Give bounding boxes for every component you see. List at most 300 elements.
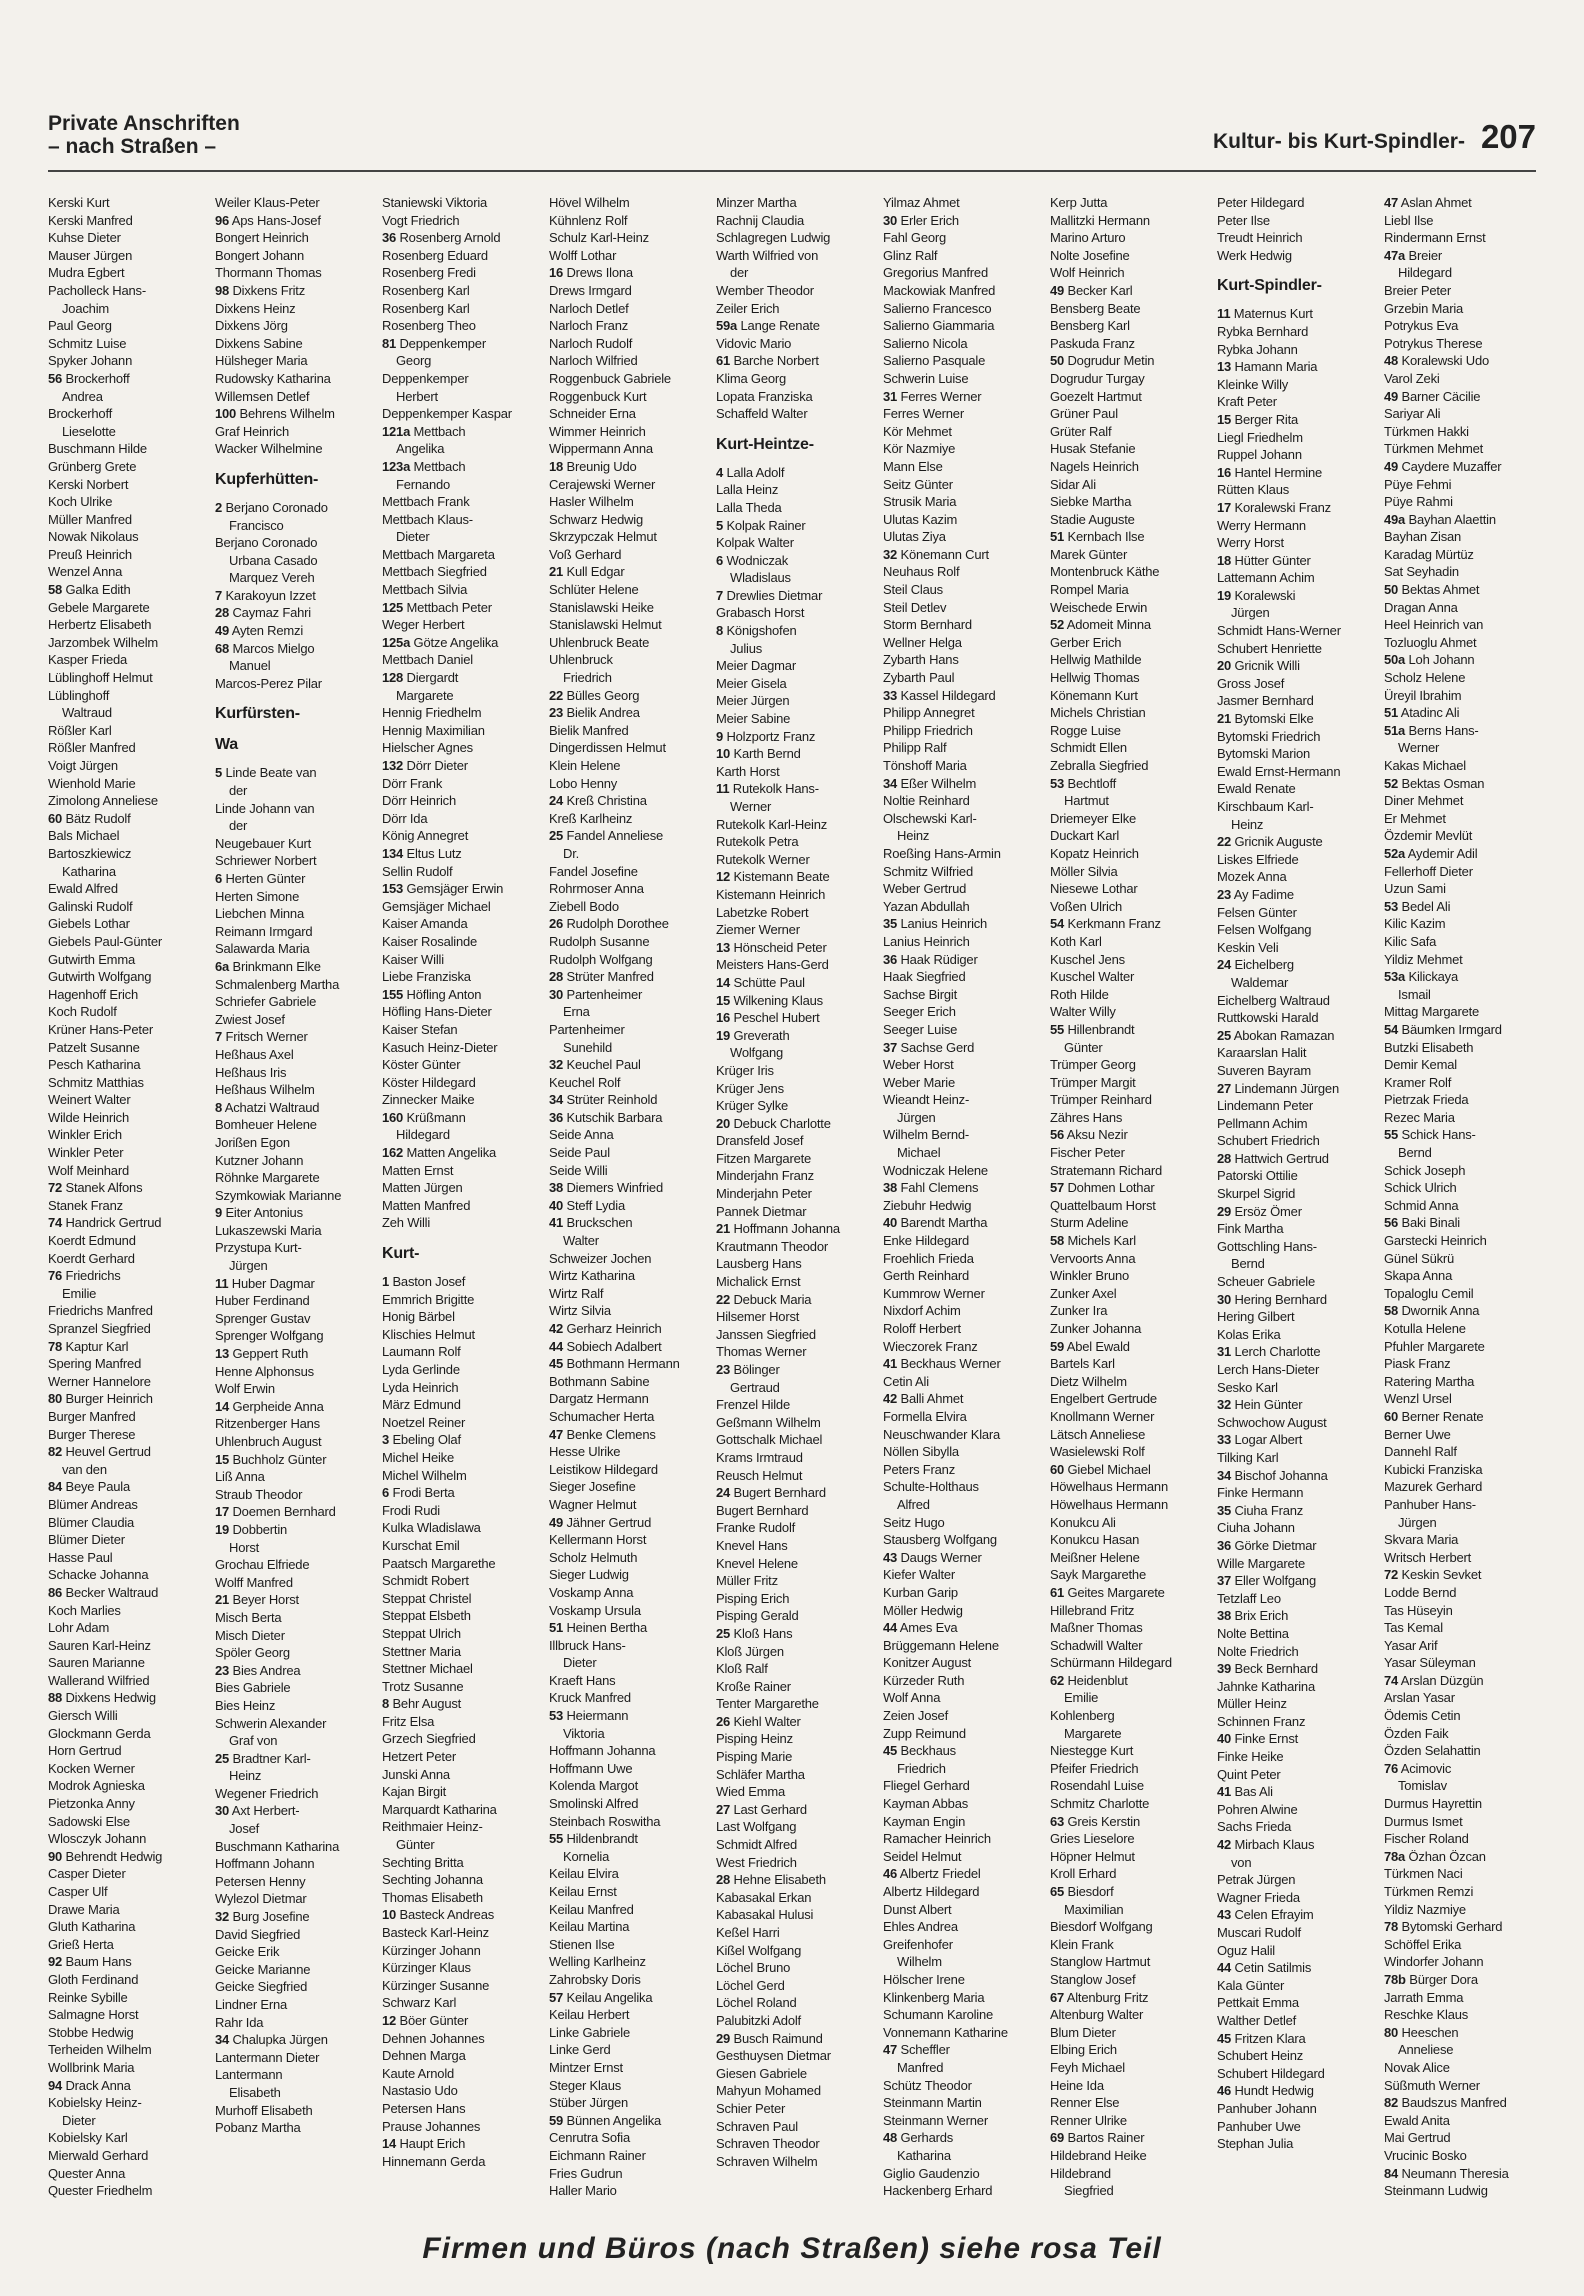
resident-name: Schubert Heinz bbox=[1217, 2048, 1304, 2064]
resident-name: Panhuber Hans- bbox=[1384, 1496, 1476, 1512]
resident-name: Thomas Werner bbox=[716, 1344, 807, 1360]
house-number: 38 bbox=[1217, 1608, 1232, 1624]
entry-continuation bbox=[1050, 1039, 1208, 1057]
resident-name: Krüner Hans-Peter bbox=[48, 1021, 153, 1037]
house-number: 49 bbox=[1384, 388, 1399, 404]
resident-name: Hildebrand bbox=[1050, 2165, 1111, 2181]
directory-entry bbox=[883, 423, 1041, 441]
directory-entry bbox=[48, 898, 206, 916]
directory-entry bbox=[382, 1273, 540, 1291]
directory-entry bbox=[716, 1924, 874, 1942]
directory-entry bbox=[215, 534, 373, 552]
resident-name: Pietzonka Anny bbox=[48, 1796, 135, 1812]
resident-name: Kiehl Walter bbox=[733, 1713, 801, 1729]
directory-entry bbox=[48, 2041, 206, 2059]
resident-name: Üreyil Ibrahim bbox=[1384, 687, 1462, 703]
resident-name: Sechting Britta bbox=[382, 1854, 464, 1870]
resident-name: Salierno Nicola bbox=[883, 335, 968, 351]
house-number: 15 bbox=[716, 992, 731, 1008]
directory-entry bbox=[549, 229, 707, 247]
resident-name: Mirbach Klaus bbox=[1234, 1837, 1315, 1853]
directory-entry bbox=[883, 1637, 1041, 1655]
resident-name: Stobbe Hedwig bbox=[48, 2024, 134, 2040]
resident-name: Siegfried bbox=[1064, 2183, 1114, 2199]
resident-name: Mauser Jürgen bbox=[48, 247, 133, 263]
resident-name: Kajan Birgit bbox=[382, 1784, 447, 1800]
directory-entry bbox=[1217, 640, 1375, 658]
house-number: 28 bbox=[549, 969, 564, 985]
directory-entry bbox=[716, 1537, 874, 1555]
directory-entry bbox=[1050, 1144, 1208, 1162]
house-number: 4 bbox=[716, 464, 724, 480]
directory-entry bbox=[1384, 511, 1542, 529]
resident-name: Kiefer Walter bbox=[883, 1567, 956, 1583]
resident-name: Liegl Friedhelm bbox=[1217, 429, 1303, 445]
resident-name: Bektas Ahmet bbox=[1401, 582, 1480, 598]
house-number: 51 bbox=[1050, 529, 1065, 545]
directory-entry bbox=[1384, 1056, 1542, 1074]
resident-name: Breier Peter bbox=[1384, 282, 1451, 298]
directory-entry bbox=[1217, 798, 1375, 816]
resident-name: Werry Hermann bbox=[1217, 517, 1306, 533]
resident-name: Kraft Peter bbox=[1217, 394, 1277, 410]
house-number: 51 bbox=[1384, 705, 1399, 721]
resident-name: Buchholz Günter bbox=[232, 1451, 327, 1467]
resident-name: Paatsch Margarethe bbox=[382, 1555, 496, 1571]
directory-entry bbox=[1217, 1273, 1375, 1291]
resident-name: Stüber Jürgen bbox=[549, 2095, 629, 2111]
directory-entry bbox=[549, 1267, 707, 1285]
directory-entry bbox=[215, 2014, 373, 2032]
resident-name: Gerharz Heinrich bbox=[566, 1321, 662, 1336]
house-number: 8 bbox=[215, 1099, 223, 1115]
directory-entry bbox=[48, 2182, 206, 2200]
directory-entry bbox=[549, 1989, 707, 2007]
resident-name: Thormann Thomas bbox=[215, 265, 322, 281]
resident-name: Huber Dagmar bbox=[231, 1275, 315, 1291]
resident-name: Türkmen Hakki bbox=[1384, 423, 1469, 439]
resident-name: Winkler Peter bbox=[48, 1145, 124, 1161]
directory-entry bbox=[549, 739, 707, 757]
section-title-line2: – nach Straßen – bbox=[48, 135, 217, 158]
resident-name: Urbana Casado bbox=[229, 552, 318, 568]
directory-entry bbox=[549, 1373, 707, 1391]
house-number: 46 bbox=[1217, 2083, 1232, 2099]
directory-entry bbox=[215, 1873, 373, 1891]
resident-name: Ferres Werner bbox=[900, 388, 982, 404]
house-number: 50 bbox=[1050, 353, 1065, 369]
directory-entry bbox=[48, 2165, 206, 2183]
directory-entry bbox=[48, 1197, 206, 1215]
directory-entry bbox=[883, 1179, 1041, 1197]
directory-entry bbox=[48, 880, 206, 898]
directory-entry bbox=[1384, 1250, 1542, 1268]
resident-name: Ziemer Werner bbox=[716, 922, 800, 938]
resident-name: Koch Ulrike bbox=[48, 494, 113, 510]
directory-entry bbox=[382, 335, 540, 353]
directory-entry bbox=[215, 1609, 373, 1627]
resident-name: Spöler Georg bbox=[215, 1645, 290, 1661]
resident-name: Schumann Karoline bbox=[883, 2007, 994, 2023]
directory-entry bbox=[382, 968, 540, 986]
resident-name: Dogrudur Metin bbox=[1067, 353, 1155, 369]
resident-name: Spranzel Siegfried bbox=[48, 1321, 151, 1336]
directory-entry bbox=[48, 1654, 206, 1672]
directory-entry bbox=[1217, 622, 1375, 640]
resident-name: Hoffmann Johann bbox=[215, 1856, 315, 1872]
house-number: 36 bbox=[1217, 1537, 1232, 1553]
house-number: 72 bbox=[1384, 1567, 1399, 1583]
resident-name: Franke Rudolf bbox=[716, 1520, 796, 1536]
resident-name: Ayten Remzi bbox=[231, 623, 304, 639]
directory-entry bbox=[1384, 1302, 1542, 1320]
resident-name: Hundt Hedwig bbox=[1234, 2083, 1314, 2099]
directory-entry bbox=[1050, 722, 1208, 740]
resident-name: Mierwald Gerhard bbox=[48, 2147, 149, 2163]
resident-name: Grieß Herta bbox=[48, 1936, 114, 1952]
resident-name: Steppat Elsbeth bbox=[382, 1608, 471, 1624]
resident-name: Günter bbox=[396, 1837, 435, 1853]
resident-name: Niesewe Lothar bbox=[1050, 881, 1138, 897]
resident-name: Neuschwander Klara bbox=[883, 1426, 1001, 1442]
house-number: 82 bbox=[1384, 2095, 1399, 2111]
resident-name: Steff Lydia bbox=[566, 1197, 625, 1213]
resident-name: Rudolph Dorothee bbox=[566, 916, 669, 932]
directory-entry bbox=[549, 1689, 707, 1707]
directory-entry bbox=[1050, 739, 1208, 757]
resident-name: Siebke Martha bbox=[1050, 494, 1132, 510]
resident-name: Wienhold Marie bbox=[48, 775, 136, 791]
resident-name: Bölinger bbox=[733, 1362, 780, 1377]
directory-entry bbox=[549, 2094, 707, 2112]
directory-entry bbox=[1217, 229, 1375, 247]
resident-name: Knollmann Werner bbox=[1050, 1408, 1155, 1424]
resident-name: Kassel Hildegard bbox=[900, 687, 996, 703]
resident-name: Fitzen Margarete bbox=[716, 1150, 812, 1166]
directory-entry bbox=[716, 886, 874, 904]
resident-name: Linke Gabriele bbox=[549, 2024, 631, 2040]
directory-entry bbox=[215, 1327, 373, 1345]
directory-entry bbox=[215, 1451, 373, 1469]
resident-name: Mozek Anna bbox=[1217, 869, 1287, 885]
resident-name: Bongert Heinrich bbox=[215, 230, 309, 246]
directory-entry bbox=[48, 1514, 206, 1532]
resident-name: Wacker Wilhelmine bbox=[215, 441, 323, 457]
directory-entry bbox=[716, 1255, 874, 1273]
house-number: 82 bbox=[48, 1444, 63, 1460]
directory-entry bbox=[382, 1625, 540, 1643]
resident-name: Hattwich Gertrud bbox=[1234, 1150, 1329, 1166]
directory-entry bbox=[1217, 1238, 1375, 1256]
directory-entry bbox=[382, 1343, 540, 1361]
directory-entry bbox=[1384, 1214, 1542, 1232]
resident-name: Mittag Margarete bbox=[1384, 1004, 1480, 1020]
directory-entry bbox=[382, 493, 540, 511]
directory-entry bbox=[716, 1027, 874, 1045]
resident-name: Rudolph Susanne bbox=[549, 933, 650, 949]
directory-entry bbox=[48, 1426, 206, 1444]
resident-name: Ruttkowski Harald bbox=[1217, 1010, 1319, 1026]
resident-name: Schick Hans- bbox=[1401, 1127, 1476, 1143]
directory-entry bbox=[1050, 546, 1208, 564]
directory-entry bbox=[48, 528, 206, 546]
directory-entry bbox=[1050, 1813, 1208, 1831]
resident-name: Deppenkemper bbox=[399, 335, 486, 351]
resident-name: Hering Bernhard bbox=[1234, 1291, 1327, 1307]
directory-entry bbox=[716, 1854, 874, 1872]
resident-name: Kaiser Willi bbox=[382, 951, 444, 967]
resident-name: Baudszus Manfred bbox=[1401, 2095, 1507, 2111]
resident-name: Nastasio Udo bbox=[382, 2083, 458, 2099]
resident-name: Pisping Gerald bbox=[716, 1608, 799, 1624]
directory-entry bbox=[382, 2153, 540, 2171]
directory-entry bbox=[382, 1924, 540, 1942]
resident-name: Last Wolfgang bbox=[716, 1819, 797, 1835]
directory-entry bbox=[549, 1144, 707, 1162]
directory-entry bbox=[48, 1953, 206, 1971]
resident-name: Jarzombek Wilhelm bbox=[48, 634, 159, 650]
directory-entry bbox=[48, 458, 206, 476]
directory-entry bbox=[215, 852, 373, 870]
resident-name: Mann Else bbox=[883, 458, 943, 474]
directory-column bbox=[48, 194, 206, 2204]
directory-entry bbox=[1384, 1953, 1542, 1971]
house-number: 33 bbox=[1217, 1432, 1232, 1448]
resident-name: Rutekolk Petra bbox=[716, 834, 799, 850]
resident-name: Tetzlaff Leo bbox=[1217, 1590, 1281, 1606]
directory-entry bbox=[382, 1056, 540, 1074]
resident-name: Wember Theodor bbox=[716, 282, 814, 298]
resident-name: Novak Alice bbox=[1384, 2059, 1450, 2075]
house-number: 27 bbox=[716, 1801, 731, 1817]
directory-entry bbox=[1217, 1555, 1375, 1573]
directory-entry bbox=[1217, 499, 1375, 517]
directory-entry bbox=[215, 1187, 373, 1205]
resident-name: Karakoyun Izzet bbox=[225, 587, 316, 603]
house-number: 37 bbox=[1217, 1573, 1232, 1589]
resident-name: Bünnen Angelika bbox=[566, 2112, 662, 2128]
resident-name: Dargatz Hermann bbox=[549, 1391, 649, 1407]
resident-name: Steinbach Roswitha bbox=[549, 1813, 661, 1829]
resident-name: Mettbach Margareta bbox=[382, 546, 495, 562]
house-number: 88 bbox=[48, 1690, 63, 1706]
directory-entry bbox=[549, 1179, 707, 1197]
house-number: 67 bbox=[1050, 1989, 1065, 2005]
directory-entry bbox=[1217, 517, 1375, 535]
resident-name: Grüner Paul bbox=[1050, 406, 1118, 422]
directory-entry bbox=[48, 1267, 206, 1285]
resident-name: Writsch Herbert bbox=[1384, 1549, 1472, 1565]
resident-name: Rutekolk Hans- bbox=[732, 781, 819, 797]
entry-continuation bbox=[883, 1760, 1041, 1778]
resident-name: Seitz Hugo bbox=[883, 1514, 945, 1530]
directory-entry bbox=[883, 1672, 1041, 1690]
resident-name: Elbing Erich bbox=[1050, 2042, 1117, 2058]
directory-entry bbox=[48, 2024, 206, 2042]
resident-name: Höwelhaus Hermann bbox=[1050, 1496, 1168, 1512]
house-number: 56 bbox=[1050, 1127, 1065, 1143]
directory-entry bbox=[1050, 2006, 1208, 2024]
directory-entry bbox=[883, 405, 1041, 423]
resident-name: Maximilian bbox=[1064, 1901, 1124, 1917]
directory-entry bbox=[549, 546, 707, 564]
resident-name: Klein Frank bbox=[1050, 1936, 1114, 1952]
directory-entry bbox=[382, 1783, 540, 1801]
resident-name: Andrea bbox=[62, 388, 103, 404]
resident-name: Maternus Kurt bbox=[1233, 306, 1313, 322]
resident-name: Ewald Alfred bbox=[48, 881, 118, 897]
resident-name: Scholz Helmuth bbox=[549, 1549, 638, 1565]
resident-name: Last Gerhard bbox=[733, 1801, 807, 1817]
directory-entry bbox=[48, 2129, 206, 2147]
house-number: 58 bbox=[1050, 1233, 1065, 1249]
resident-name: Strüter Manfred bbox=[566, 969, 654, 985]
resident-name: Debuck Maria bbox=[733, 1291, 812, 1307]
resident-name: Zunker Ira bbox=[1050, 1303, 1108, 1319]
house-number: 28 bbox=[1217, 1150, 1232, 1166]
resident-name: Stadie Auguste bbox=[1050, 511, 1135, 527]
resident-name: Margarete bbox=[1064, 1725, 1122, 1741]
resident-name: Matten Ernst bbox=[382, 1162, 454, 1178]
resident-name: März Edmund bbox=[382, 1397, 461, 1413]
directory-entry bbox=[1384, 792, 1542, 810]
house-number: 28 bbox=[215, 605, 230, 621]
directory-entry bbox=[549, 880, 707, 898]
resident-name: Weger Herbert bbox=[382, 617, 465, 633]
resident-name: Kürzinger Susanne bbox=[382, 1977, 490, 1993]
resident-name: Krüger Sylke bbox=[716, 1098, 789, 1114]
resident-name: Rybka Bernhard bbox=[1217, 323, 1309, 339]
directory-entry bbox=[1384, 405, 1542, 423]
resident-name: Scholz Helene bbox=[1384, 670, 1466, 686]
directory-entry bbox=[883, 792, 1041, 810]
resident-name: Heuvel Gertrud bbox=[65, 1444, 151, 1460]
directory-entry bbox=[1384, 1267, 1542, 1285]
resident-name: Behr August bbox=[392, 1696, 462, 1712]
directory-entry bbox=[48, 915, 206, 933]
directory-entry bbox=[48, 1408, 206, 1426]
directory-entry bbox=[549, 704, 707, 722]
directory-entry bbox=[1217, 1009, 1375, 1027]
resident-name: Rosenberg Fredi bbox=[382, 265, 476, 281]
directory-entry bbox=[1384, 300, 1542, 318]
house-number: 24 bbox=[716, 1485, 731, 1501]
directory-entry bbox=[382, 1906, 540, 1924]
resident-name: Narloch Detlef bbox=[549, 300, 629, 316]
directory-entry bbox=[883, 616, 1041, 634]
directory-entry bbox=[1050, 563, 1208, 581]
directory-entry bbox=[1217, 1062, 1375, 1080]
directory-entry bbox=[48, 1250, 206, 1268]
directory-entry bbox=[1217, 1871, 1375, 1889]
resident-name: Ratering Martha bbox=[1384, 1373, 1475, 1389]
directory-entry bbox=[1384, 1126, 1542, 1144]
resident-name: Drews Ilona bbox=[566, 265, 633, 281]
directory-entry bbox=[549, 968, 707, 986]
resident-name: Dixkens Fritz bbox=[232, 282, 306, 298]
directory-entry bbox=[382, 722, 540, 740]
directory-entry bbox=[549, 2041, 707, 2059]
resident-name: Geicke Marianne bbox=[215, 1961, 311, 1977]
resident-name: Waldemar bbox=[1231, 974, 1289, 990]
resident-name: Sieger Josefine bbox=[549, 1479, 636, 1495]
resident-name: Keilau Herbert bbox=[549, 2007, 630, 2023]
resident-name: Ramacher Heinrich bbox=[883, 1831, 991, 1847]
directory-entry bbox=[48, 1302, 206, 1320]
resident-name: Tilking Karl bbox=[1217, 1449, 1279, 1465]
resident-name: Suveren Bayram bbox=[1217, 1062, 1312, 1078]
directory-entry bbox=[215, 1996, 373, 2014]
resident-name: Duckart Karl bbox=[1050, 828, 1120, 844]
directory-entry bbox=[883, 1197, 1041, 1215]
directory-entry bbox=[549, 1531, 707, 1549]
resident-name: Winkler Erich bbox=[48, 1127, 122, 1143]
directory-entry bbox=[716, 1959, 874, 1977]
resident-name: Kilic Kazim bbox=[1384, 916, 1446, 932]
directory-entry bbox=[382, 1414, 540, 1432]
house-number: 12 bbox=[382, 2012, 397, 2028]
house-number: 41 bbox=[549, 1215, 564, 1231]
directory-entry bbox=[883, 739, 1041, 757]
directory-entry bbox=[1217, 904, 1375, 922]
house-number: 24 bbox=[1217, 957, 1232, 973]
resident-name: Roggenbuck Gabriele bbox=[549, 370, 671, 386]
resident-name: Jarrath Emma bbox=[1384, 1989, 1464, 2005]
resident-name: Liß Anna bbox=[215, 1469, 265, 1485]
directory-entry bbox=[215, 2049, 373, 2067]
directory-entry bbox=[382, 300, 540, 318]
entry-continuation bbox=[1384, 264, 1542, 282]
house-number: 49 bbox=[1050, 282, 1065, 298]
entry-continuation bbox=[716, 640, 874, 658]
resident-name: Hering Gilbert bbox=[1217, 1309, 1295, 1325]
resident-name: Kaiser Amanda bbox=[382, 916, 468, 932]
house-number: 10 bbox=[382, 1907, 397, 1923]
directory-entry bbox=[1217, 1431, 1375, 1449]
directory-entry bbox=[1384, 1637, 1542, 1655]
resident-name: Hilsemer Horst bbox=[716, 1309, 800, 1325]
directory-entry bbox=[1384, 722, 1542, 740]
resident-name: Bartos Rainer bbox=[1067, 2130, 1145, 2146]
directory-entry bbox=[883, 2006, 1041, 2024]
resident-name: Willemsen Detlef bbox=[215, 388, 310, 404]
resident-name: Casper Ulf bbox=[48, 1884, 108, 1899]
directory-entry bbox=[883, 1848, 1041, 1866]
directory-entry bbox=[382, 1361, 540, 1379]
directory-entry bbox=[716, 1555, 874, 1573]
directory-entry bbox=[716, 2065, 874, 2083]
resident-name: Weber Horst bbox=[883, 1057, 954, 1073]
entry-continuation bbox=[215, 1539, 373, 1557]
directory-entry bbox=[883, 1619, 1041, 1637]
resident-name: Giesen Gabriele bbox=[716, 2065, 807, 2081]
resident-name: Fellerhoff Dieter bbox=[1384, 863, 1473, 879]
house-number: 24 bbox=[549, 793, 564, 809]
directory-entry bbox=[1050, 1619, 1208, 1637]
directory-entry bbox=[1050, 317, 1208, 335]
directory-entry bbox=[883, 229, 1041, 247]
directory-entry bbox=[1217, 1308, 1375, 1326]
resident-name: Rahr Ida bbox=[215, 2014, 264, 2030]
resident-name: Bensberg Karl bbox=[1050, 318, 1130, 334]
resident-name: Dixkens Hedwig bbox=[65, 1690, 156, 1706]
resident-name: Emmrich Brigitte bbox=[382, 1291, 475, 1307]
directory-entry bbox=[1050, 1373, 1208, 1391]
directory-entry bbox=[215, 1468, 373, 1486]
house-number: 53 bbox=[1050, 775, 1065, 791]
resident-name: Matten Angelika bbox=[406, 1145, 497, 1161]
house-number: 30 bbox=[883, 212, 898, 228]
